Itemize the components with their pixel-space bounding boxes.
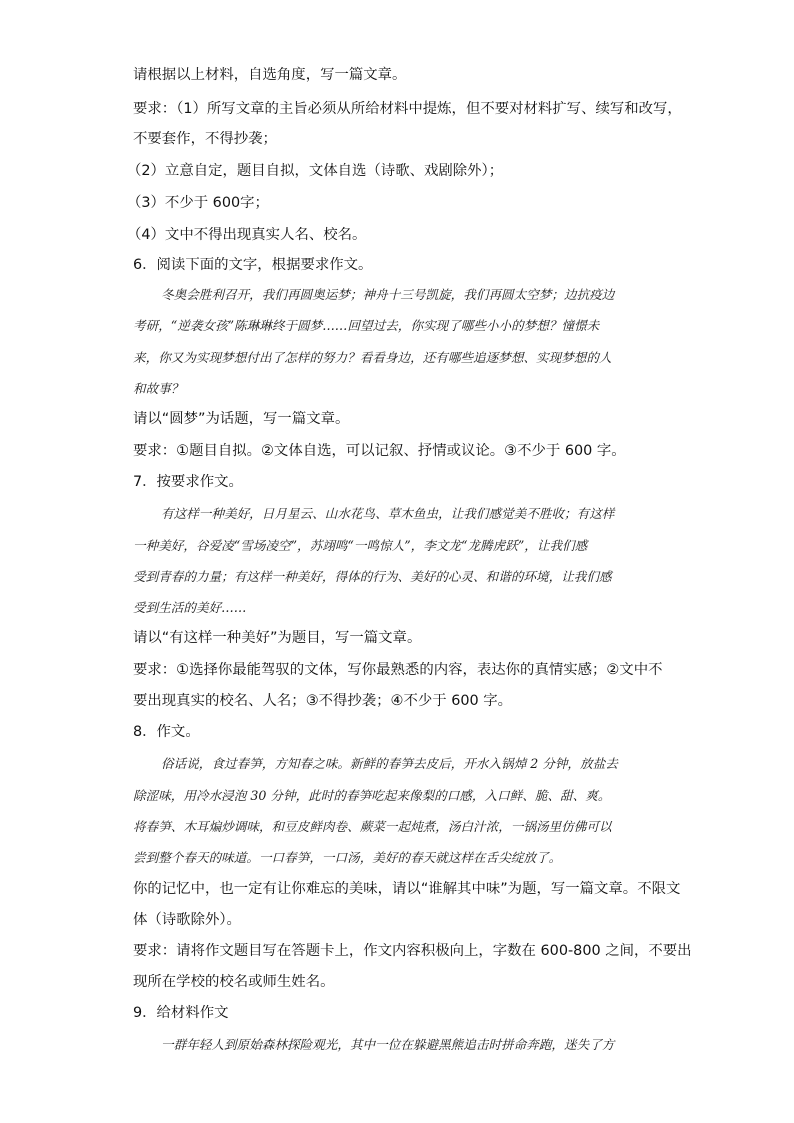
q9-material-line: 一群年轻人到原始森林探险观光，其中一位在躲避黑熊追击时拼命奔跑，迷失了方 [161, 1037, 615, 1052]
q6-requirements: 要求：①题目自拟。②文体自选，可以记叙、抒情或议论。③不少于 600 字。 [133, 443, 626, 459]
q6-material-line: 和故事？ [133, 381, 184, 396]
q7-requirements-line-2: 要出现真实的校名、人名；③不得抄袭；④不少于 600 字。 [133, 693, 513, 709]
q9-heading: 9．给材料作文 [133, 1005, 229, 1021]
q8-prompt-line-1: 你的记忆中，也一定有让你难忘的美味，请以“谁解其中味”为题，写一篇文章。不限文 [133, 881, 681, 897]
q8-heading: 8．作文。 [133, 724, 200, 740]
q7-material-line: 受到生活的美好…… [133, 600, 247, 615]
q8-material-line: 尝到整个春天的味道。一口春笋，一口汤，美好的春天就这样在舌尖绽放了。 [133, 850, 562, 865]
q6-material-line: 来，你又为实现梦想付出了怎样的努力？看看身边，还有哪些追逐梦想、实现梦想的人 [133, 350, 612, 365]
q7-prompt: 请以“有这样一种美好”为题目，写一篇文章。 [133, 630, 422, 646]
requirement-1-line-2: 不要套作，不得抄袭； [133, 131, 277, 147]
q8-material-line: 将春笋、木耳煸炒调味，和豆皮鲜肉卷、蕨菜一起炖煮，汤白汁浓，一锅汤里仿佛可以 [133, 819, 612, 834]
q8-material-line: 俗话说，食过春笋，方知春之味。新鲜的春笋去皮后，开水入锅焯 2 分钟，放盐去 [161, 756, 618, 771]
q6-material-line: 冬奥会胜利召开，我们再圆奥运梦；神舟十三号凯旋，我们再圆太空梦；边抗疫边 [161, 287, 615, 302]
instruction-text: 请根据以上材料，自选角度，写一篇文章。 [133, 67, 407, 83]
q6-heading: 6．阅读下面的文字，根据要求作文。 [133, 257, 373, 273]
requirement-3: （3）不少于 600字； [127, 195, 269, 211]
q8-requirements-line-2: 现所在学校的校名或师生姓名。 [133, 974, 335, 990]
q8-prompt-line-2: 体（诗歌除外）。 [133, 912, 241, 928]
q8-requirements-line-1: 要求：请将作文题目写在答题卡上，作文内容积极向上，字数在 600-800 之间，不要出 [133, 943, 692, 959]
q8-material-line: 除涩味，用冷水浸泡 30 分钟，此时的春笋吃起来像梨的口感，入口鲜、脆、甜、爽。 [133, 788, 611, 803]
q7-material-line: 受到青春的力量；有这样一种美好，得体的行为、美好的心灵、和谐的环境，让我们感 [133, 569, 612, 584]
q7-material-line: 一种美好，谷爱凌“雪场凌空”，苏翊鸣“一鸣惊人”，李文龙“龙腾虎跃”，让我们感 [133, 538, 588, 553]
q7-material-line: 有这样一种美好，日月星云、山水花鸟、草木鱼虫，让我们感觉美不胜收；有这样 [161, 506, 615, 521]
q7-requirements-line-1: 要求：①选择你最能驾驭的文体，写你最熟悉的内容，表达你的真情实感；②文中不 [133, 662, 663, 678]
q7-heading: 7．按要求作文。 [133, 474, 243, 490]
requirement-2: （2）立意自定，题目自拟，文体自选（诗歌、戏剧除外）； [127, 163, 504, 179]
requirement-4: （4）文中不得出现真实人名、校名。 [127, 227, 367, 243]
q6-prompt: 请以“圆梦”为话题，写一篇文章。 [133, 411, 350, 427]
q6-material-line: 考研，“逆袭女孩”陈琳琳终于圆梦……回望过去，你实现了哪些小小的梦想？憧憬未 [133, 318, 600, 333]
requirement-1-line-1: 要求：（1）所写文章的主旨必须从所给材料中提炼，但不要对材料扩写、续写和改写， [133, 101, 682, 117]
